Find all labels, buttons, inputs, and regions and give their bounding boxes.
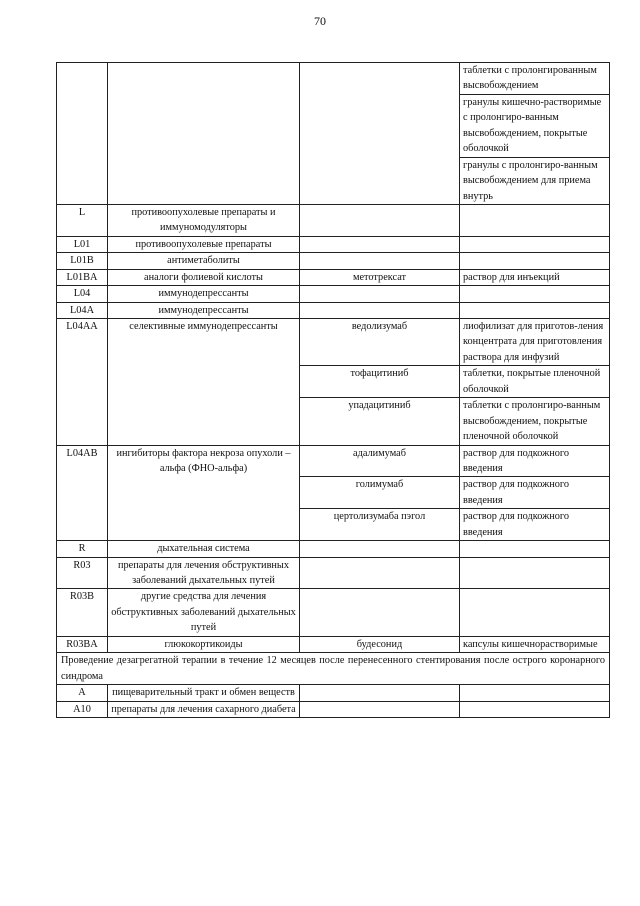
table-row — [57, 653, 610, 685]
name-cell: ингибиторы фактора некроза опухоли – альфа (ФНО-альфа) — [108, 445, 300, 541]
form-cell: раствор для подкожного введения — [460, 445, 610, 477]
form-cell: раствор для инъекций — [460, 269, 610, 285]
drug-cell — [300, 253, 460, 269]
name-cell — [108, 63, 300, 205]
form-cell — [460, 204, 610, 236]
code-cell: R — [57, 541, 108, 557]
code-cell: L01 — [57, 236, 108, 252]
drug-cell: упадацитиниб — [300, 398, 460, 445]
form-cell — [460, 253, 610, 269]
code-cell: L01BA — [57, 269, 108, 285]
drug-cell — [300, 286, 460, 302]
table-row — [57, 269, 610, 285]
name-cell: глюкокортикоиды — [108, 636, 300, 652]
name-cell: противоопухолевые препараты и иммуномодуляторы — [108, 204, 300, 236]
drug-cell: метотрексат — [300, 269, 460, 285]
code-cell: L04AA — [57, 319, 108, 446]
name-cell: иммунодепрессанты — [108, 286, 300, 302]
table-row — [57, 286, 610, 302]
drug-cell: ведолизумаб — [300, 319, 460, 366]
drug-table — [56, 62, 610, 718]
name-cell: препараты для лечения обструктивных заболеваний дыхательных путей — [108, 557, 300, 589]
code-cell: L — [57, 204, 108, 236]
code-cell: L04AB — [57, 445, 108, 541]
table-row — [57, 204, 610, 236]
form-cell — [460, 541, 610, 557]
code-cell: L01B — [57, 253, 108, 269]
form-cell — [460, 701, 610, 717]
drug-cell — [300, 236, 460, 252]
code-cell: R03 — [57, 557, 108, 589]
table-row — [57, 253, 610, 269]
form-cell — [460, 236, 610, 252]
drug-cell — [300, 701, 460, 717]
table-row — [57, 557, 610, 589]
name-cell: иммунодепрессанты — [108, 302, 300, 318]
drug-cell — [300, 541, 460, 557]
drug-cell — [300, 302, 460, 318]
drug-cell: цертолизумаба пэгол — [300, 509, 460, 541]
drug-cell — [300, 685, 460, 701]
name-cell: дыхательная система — [108, 541, 300, 557]
drug-cell — [300, 589, 460, 636]
name-cell: аналоги фолиевой кислоты — [108, 269, 300, 285]
name-cell: селективные иммунодепрессанты — [108, 319, 300, 446]
name-cell: пищеварительный тракт и обмен веществ — [108, 685, 300, 701]
form-cell — [460, 557, 610, 589]
table-row — [57, 302, 610, 318]
code-cell: R03BA — [57, 636, 108, 652]
table-row — [57, 589, 610, 636]
form-cell: гранулы с пролонгиро-ванным высвобождением для приема внутрь — [460, 157, 610, 204]
form-cell: таблетки с пролонгированным высвобождением — [460, 63, 610, 95]
form-cell: раствор для подкожного введения — [460, 477, 610, 509]
code-cell: L04 — [57, 286, 108, 302]
drug-cell — [300, 557, 460, 589]
form-cell: лиофилизат для приготов-ления концентрата для приготовления раствора для инфузий — [460, 319, 610, 366]
form-cell: капсулы кишечнорастворимые — [460, 636, 610, 652]
form-cell — [460, 286, 610, 302]
name-cell: другие средства для лечения обструктивных заболеваний дыхательных путей — [108, 589, 300, 636]
table-row — [57, 63, 610, 95]
section-note: Проведение дезагрегатной терапии в течение 12 месяцев после перенесенного стентирования после острого коронарного синдрома — [57, 653, 610, 685]
form-cell: таблетки, покрытые пленочной оболочкой — [460, 366, 610, 398]
form-cell: гранулы кишечно-растворимые с пролонгиро-ванным высвобождением, покрытые оболочкой — [460, 94, 610, 157]
form-cell: таблетки с пролонгиро-ванным высвобождением, покрытые пленочной оболочкой — [460, 398, 610, 445]
name-cell: препараты для лечения сахарного диабета — [108, 701, 300, 717]
drug-cell: голимумаб — [300, 477, 460, 509]
table-row — [57, 541, 610, 557]
page-number: 70 — [314, 14, 326, 28]
table-row — [57, 636, 610, 652]
form-cell — [460, 589, 610, 636]
table-row — [57, 685, 610, 701]
code-cell — [57, 63, 108, 205]
code-cell: L04A — [57, 302, 108, 318]
form-cell: раствор для подкожного введения — [460, 509, 610, 541]
form-cell — [460, 685, 610, 701]
code-cell: A10 — [57, 701, 108, 717]
code-cell: A — [57, 685, 108, 701]
table-row — [57, 319, 610, 366]
form-cell — [460, 302, 610, 318]
drug-cell: будесонид — [300, 636, 460, 652]
drug-cell: адалимумаб — [300, 445, 460, 477]
name-cell: антиметаболиты — [108, 253, 300, 269]
drug-cell — [300, 63, 460, 205]
table-row — [57, 236, 610, 252]
drug-cell — [300, 204, 460, 236]
table-row — [57, 445, 610, 477]
name-cell: противоопухолевые препараты — [108, 236, 300, 252]
drug-cell: тофацитиниб — [300, 366, 460, 398]
table-row — [57, 701, 610, 717]
code-cell: R03B — [57, 589, 108, 636]
